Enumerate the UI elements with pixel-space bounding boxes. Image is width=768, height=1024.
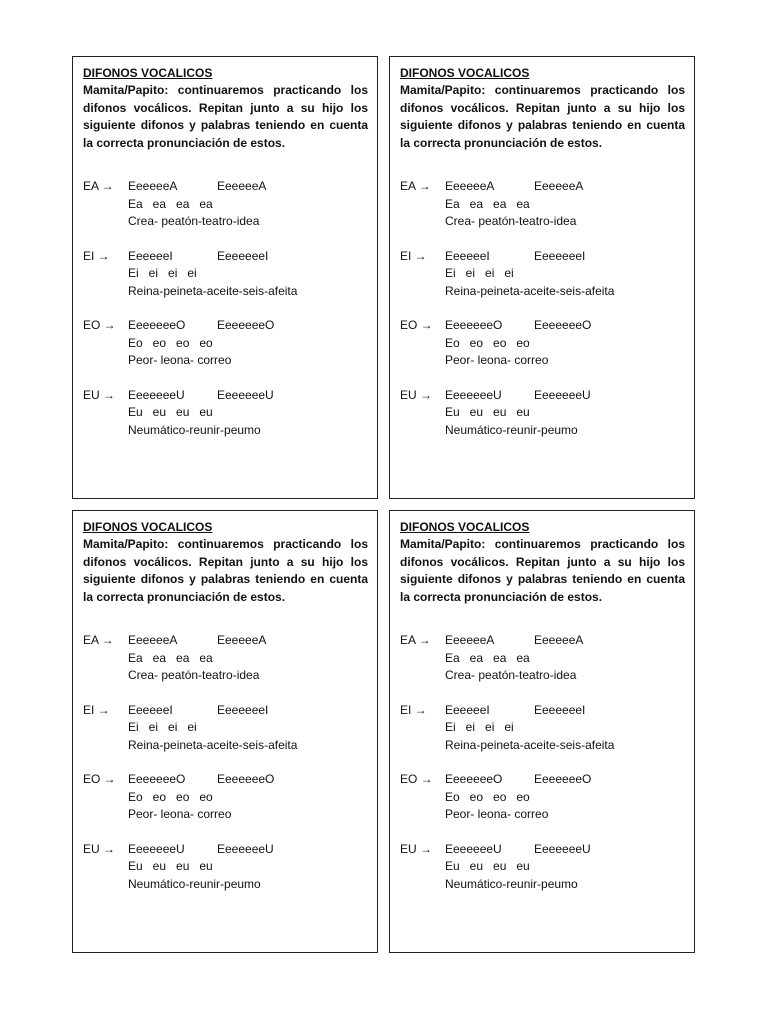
sound-sequence: EeeeeeeU [534, 841, 591, 856]
sound-sequence: EeeeeeeI [217, 248, 269, 263]
worksheet-card [389, 510, 695, 953]
sound-sequence: EeeeeeeO [217, 318, 275, 332]
diphthong-group [400, 702, 685, 772]
worksheet-card [72, 56, 378, 499]
diphthong-label: EA → [83, 179, 114, 193]
diphthong-label: EU → [400, 387, 433, 402]
sound-sequence: EeeeeeeO [445, 772, 503, 786]
sound-sequence: EeeeeeI [128, 702, 173, 717]
diphthong-label: EO → [83, 772, 116, 786]
diphthong-groups [400, 632, 685, 910]
worksheet-card [72, 510, 378, 953]
card-title: DIFONOS VOCALICOS [400, 66, 530, 80]
sound-sequence: EeeeeeeI [534, 248, 586, 263]
syllable-row: Eu eu eu eu [128, 405, 213, 419]
sound-sequence: EeeeeeA [534, 179, 584, 193]
card-instructions: Mamita/Papito: continuaremos practicando los difonos vocálicos. Repitan junto a su hijo los siguiente difonos y palabras teniendo en cuenta la correcta pronunciación de estos. [83, 83, 368, 150]
diphthong-label: EI → [400, 702, 427, 717]
sound-sequence: EeeeeeA [217, 179, 267, 193]
sound-sequence: EeeeeeeO [128, 772, 186, 786]
diphthong-label: EO → [83, 318, 116, 332]
syllable-row: Ea ea ea ea [128, 650, 213, 665]
word-list: Neumático-reunir-peumo [128, 876, 261, 891]
diphthong-label: EU → [400, 841, 433, 856]
sound-sequence: EeeeeeeO [217, 772, 275, 786]
diphthong-group [83, 317, 368, 387]
word-list: Crea- peatón-teatro-idea [128, 668, 260, 682]
sound-sequence: EeeeeeA [445, 633, 495, 647]
syllable-row: Ei ei ei ei [445, 266, 514, 280]
diphthong-group [83, 248, 368, 318]
syllable-row: Ea ea ea ea [445, 196, 530, 211]
diphthong-label: EA → [83, 633, 114, 647]
diphthong-label: EU → [83, 387, 116, 402]
diphthong-label: EA → [400, 633, 431, 647]
diphthong-groups [83, 178, 368, 456]
syllable-row: Eo eo eo eo [128, 335, 213, 350]
sound-sequence: EeeeeeA [128, 179, 178, 193]
syllable-row: Eu eu eu eu [445, 405, 530, 419]
sound-sequence: EeeeeeeO [128, 318, 186, 332]
diphthong-label: EO → [400, 772, 433, 786]
sound-sequence: EeeeeeeO [534, 318, 592, 332]
word-list: Crea- peatón-teatro-idea [128, 214, 260, 228]
diphthong-label: EO → [400, 318, 433, 332]
diphthong-groups [400, 178, 685, 456]
sound-sequence: EeeeeeI [128, 248, 173, 263]
diphthong-group [83, 702, 368, 772]
diphthong-group [400, 387, 685, 457]
sound-sequence: EeeeeeA [128, 633, 178, 647]
syllable-row: Ea ea ea ea [128, 196, 213, 211]
sound-sequence: EeeeeeA [534, 633, 584, 647]
sound-sequence: EeeeeeeU [217, 841, 274, 856]
word-list: Reina-peineta-aceite-seis-afeita [128, 283, 298, 298]
diphthong-label: EI → [83, 248, 110, 263]
diphthong-group [400, 248, 685, 318]
diphthong-group [400, 841, 685, 911]
diphthong-group [83, 841, 368, 911]
diphthong-group [400, 178, 685, 248]
diphthong-label: EI → [400, 248, 427, 263]
sound-sequence: EeeeeeeU [445, 841, 502, 856]
diphthong-group [400, 317, 685, 387]
sound-sequence: EeeeeeeU [128, 387, 185, 402]
word-list: Reina-peineta-aceite-seis-afeita [445, 283, 615, 298]
diphthong-group [83, 178, 368, 248]
worksheet-card [389, 56, 695, 499]
card-title: DIFONOS VOCALICOS [83, 66, 213, 80]
diphthong-group [400, 632, 685, 702]
card-instructions: Mamita/Papito: continuaremos practicando los difonos vocálicos. Repitan junto a su hijo los siguiente difonos y palabras teniendo en cuenta la correcta pronunciación de estos. [83, 537, 368, 604]
word-list: Peor- leona- correo [445, 807, 549, 821]
card-instructions: Mamita/Papito: continuaremos practicando los difonos vocálicos. Repitan junto a su hijo los siguiente difonos y palabras teniendo en cuenta la correcta pronunciación de estos. [400, 83, 685, 150]
sound-sequence: EeeeeeeI [534, 702, 586, 717]
sound-sequence: EeeeeeeU [217, 387, 274, 402]
syllable-row: Eu eu eu eu [128, 859, 213, 873]
diphthong-label: EA → [400, 179, 431, 193]
word-list: Peor- leona- correo [445, 353, 549, 367]
word-list: Crea- peatón-teatro-idea [445, 214, 577, 228]
syllable-row: Ea ea ea ea [445, 650, 530, 665]
sound-sequence: EeeeeeA [445, 179, 495, 193]
word-list: Peor- leona- correo [128, 353, 232, 367]
syllable-row: Eo eo eo eo [445, 335, 530, 350]
syllable-row: Ei ei ei ei [445, 720, 514, 734]
word-list: Neumático-reunir-peumo [445, 422, 578, 437]
sound-sequence: EeeeeeI [445, 248, 490, 263]
syllable-row: Ei ei ei ei [128, 720, 197, 734]
diphthong-group [83, 632, 368, 702]
syllable-row: Eo eo eo eo [128, 789, 213, 804]
sound-sequence: EeeeeeeU [128, 841, 185, 856]
sound-sequence: EeeeeeA [217, 633, 267, 647]
diphthong-group [400, 771, 685, 841]
card-instructions: Mamita/Papito: continuaremos practicando los difonos vocálicos. Repitan junto a su hijo los siguiente difonos y palabras teniendo en cuenta la correcta pronunciación de estos. [400, 537, 685, 604]
syllable-row: Ei ei ei ei [128, 266, 197, 280]
diphthong-label: EU → [83, 841, 116, 856]
word-list: Neumático-reunir-peumo [128, 422, 261, 437]
sound-sequence: EeeeeeI [445, 702, 490, 717]
word-list: Crea- peatón-teatro-idea [445, 668, 577, 682]
diphthong-label: EI → [83, 702, 110, 717]
diphthong-group [83, 387, 368, 457]
diphthong-groups [83, 632, 368, 910]
syllable-row: Eu eu eu eu [445, 859, 530, 873]
card-title: DIFONOS VOCALICOS [83, 520, 213, 534]
sound-sequence: EeeeeeeO [445, 318, 503, 332]
card-title: DIFONOS VOCALICOS [400, 520, 530, 534]
word-list: Peor- leona- correo [128, 807, 232, 821]
sound-sequence: EeeeeeeU [534, 387, 591, 402]
syllable-row: Eo eo eo eo [445, 789, 530, 804]
word-list: Reina-peineta-aceite-seis-afeita [128, 737, 298, 752]
word-list: Neumático-reunir-peumo [445, 876, 578, 891]
diphthong-group [83, 771, 368, 841]
sound-sequence: EeeeeeeI [217, 702, 269, 717]
word-list: Reina-peineta-aceite-seis-afeita [445, 737, 615, 752]
sound-sequence: EeeeeeeU [445, 387, 502, 402]
sound-sequence: EeeeeeeO [534, 772, 592, 786]
